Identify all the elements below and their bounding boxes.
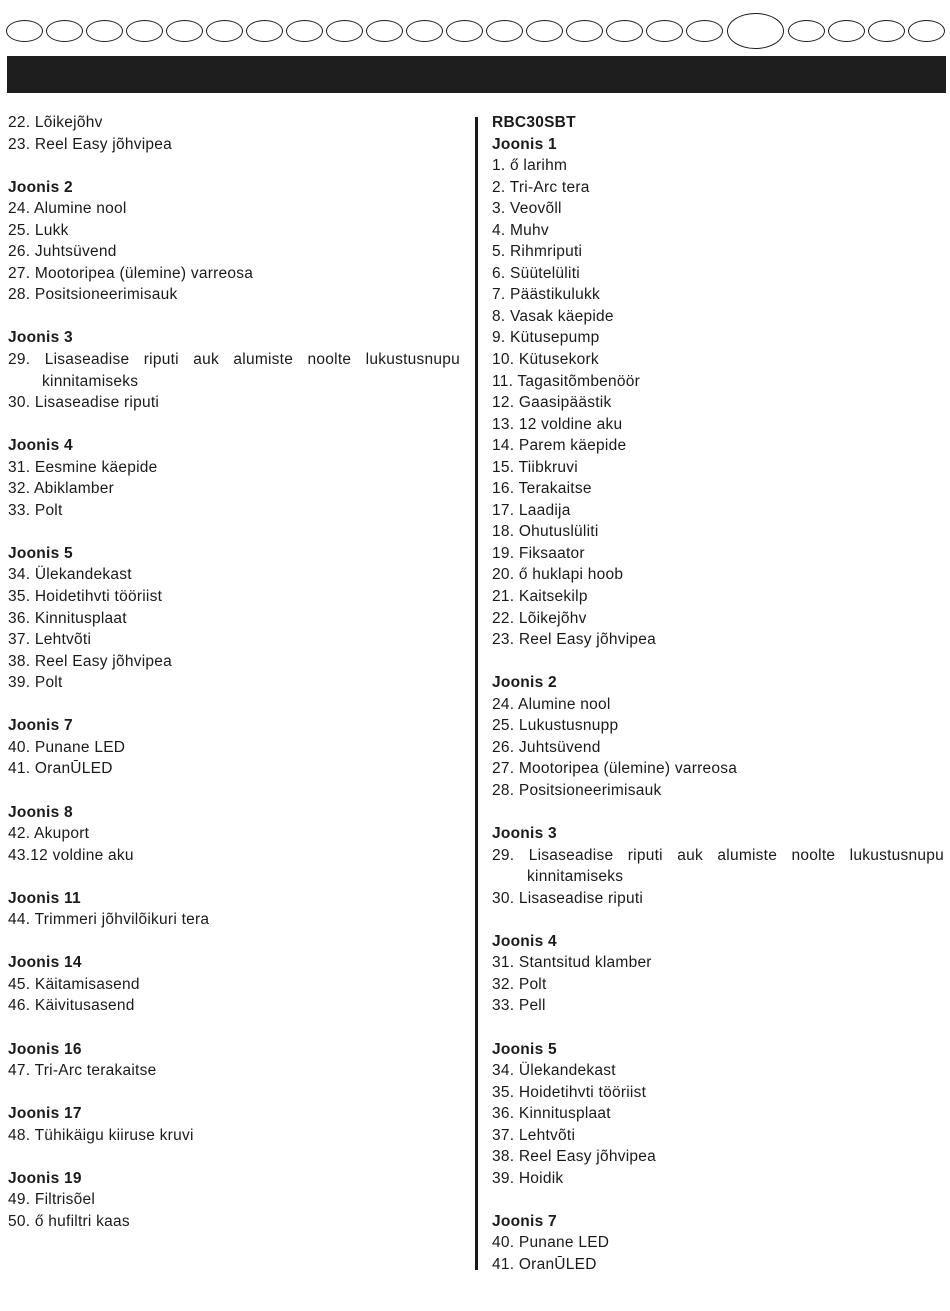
language-tab-oval [446,20,483,42]
section-heading: Joonis 2 [8,178,73,196]
part-item: 22. Lõikejõhv [492,609,587,627]
language-tab-oval [526,20,563,42]
part-item: 36. Kinnitusplaat [492,1105,611,1123]
part-item: 42. Akuport [8,825,90,843]
parts-section [8,543,460,694]
part-item: 30. Lisaseadise riputi [492,889,644,907]
part-item: 41. OranŪLED [8,760,113,778]
part-item: 35. Hoidetihvti tööriist [492,1083,647,1101]
part-item: 35. Hoidetihvti tööriist [8,588,163,606]
parts-section [492,823,944,909]
parts-section [8,1103,460,1146]
language-tab-oval [686,20,723,42]
part-item: 29. Lisaseadise riputi auk alumiste noolte lukustusnupu kinnitamiseks [492,846,944,886]
part-item: 6. Süütelüliti [492,264,580,282]
part-item: 34. Ülekandekast [492,1062,616,1080]
part-item: 38. Reel Easy jõhvipea [8,652,173,670]
section-heading: Joonis 11 [8,889,81,907]
part-item: 31. Eesmine käepide [8,458,158,476]
part-item: 20. ő huklapi hoob [492,566,624,584]
parts-section [492,931,944,1017]
part-item: 15. Tiibkruvi [492,458,578,476]
right-column [492,112,944,1297]
parts-section [8,952,460,1017]
part-item: 24. Alumine nool [8,200,127,218]
parts-section [8,715,460,780]
part-item: 16. Terakaitse [492,480,592,498]
parts-section [8,327,460,413]
section-heading: Joonis 17 [8,1105,82,1123]
language-tab-oval [828,20,865,42]
part-item: 37. Lehtvõti [8,631,92,649]
section-heading: Joonis 8 [8,803,73,821]
section-heading: Joonis 19 [8,1169,82,1187]
part-item: 8. Vasak käepide [492,307,614,325]
part-item: 41. OranŪLED [492,1255,597,1273]
language-tab-oval [6,20,43,42]
part-item: 32. Polt [492,975,547,993]
section-heading: Joonis 3 [492,825,557,843]
parts-section [8,1039,460,1082]
left-column [8,112,460,1254]
parts-section [8,112,460,155]
language-tab-oval [406,20,443,42]
part-item: 32. Abiklamber [8,480,115,498]
language-tab-oval [246,20,283,42]
section-heading: Joonis 1 [492,135,557,153]
parts-section [8,435,460,521]
section-heading: Joonis 5 [492,1040,557,1058]
part-item: 34. Ülekandekast [8,566,132,584]
part-item: 10. Kütusekork [492,351,599,369]
part-item: 36. Kinnitusplaat [8,609,127,627]
part-item: 25. Lukustusnupp [492,717,619,735]
section-heading: Joonis 3 [8,329,73,347]
parts-section [492,1039,944,1190]
part-item: 21. Kaitsekilp [492,588,588,606]
part-item: 28. Positsioneerimisauk [492,781,662,799]
part-item: 4. Muhv [492,221,549,239]
part-item: 1. ő larihm [492,157,568,175]
part-item: 30. Lisaseadise riputi [8,394,160,412]
part-item: 37. Lehtvõti [492,1126,576,1144]
language-tab-oval [206,20,243,42]
language-tab-oval [46,20,83,42]
language-tab-oval [606,20,643,42]
part-item: 7. Päästikulukk [492,286,600,304]
model-heading: RBC30SBT [492,114,576,131]
part-item: 39. Hoidik [492,1169,564,1187]
part-item: 13. 12 voldine aku [492,415,623,433]
language-tab-oval [646,20,683,42]
section-heading: Joonis 4 [492,932,557,950]
part-item: 49. Filtrisõel [8,1191,96,1209]
language-tab-oval [566,20,603,42]
language-tab-oval [126,20,163,42]
parts-section [492,1211,944,1276]
parts-section [8,802,460,867]
section-heading: Joonis 4 [8,437,73,455]
part-item: 29. Lisaseadise riputi auk alumiste noolte lukustusnupu kinnitamiseks [8,351,460,390]
part-item: 26. Juhtsüvend [8,243,117,261]
part-item: 18. Ohutuslüliti [492,523,599,541]
language-tab-oval [286,20,323,42]
section-heading: Joonis 7 [492,1212,557,1230]
part-item: 31. Stantsitud klamber [492,954,652,972]
part-item: 40. Punane LED [8,738,126,756]
part-item: 3. Veovõll [492,200,562,218]
part-item: 22. Lõikejõhv [8,114,103,131]
part-item: 33. Pell [492,997,546,1015]
language-tab-oval [486,20,523,42]
section-heading: Joonis 7 [8,717,73,735]
part-item: 33. Polt [8,501,63,519]
language-tab-oval [86,20,123,42]
language-tab-oval-active [727,13,784,49]
part-item: 44. Trimmeri jõhvilõikuri tera [8,911,210,929]
language-tab-oval [166,20,203,42]
part-item: 17. Laadija [492,501,571,519]
part-item: 23. Reel Easy jõhvipea [8,135,173,153]
part-item: 47. Tri-Arc terakaitse [8,1062,157,1080]
parts-section [492,112,944,651]
part-item: 40. Punane LED [492,1234,610,1252]
column-divider [475,117,478,1270]
section-heading: Joonis 16 [8,1040,82,1058]
part-item: 27. Mootoripea (ülemine) varreosa [492,760,738,778]
section-heading: Joonis 2 [492,674,557,692]
part-item: 25. Lukk [8,221,69,239]
part-item: 19. Fiksaator [492,544,585,562]
language-tab-oval [326,20,363,42]
language-tab-oval [788,20,825,42]
parts-section [8,177,460,306]
part-item: 39. Polt [8,674,63,692]
language-tab-oval [366,20,403,42]
part-item: 38. Reel Easy jõhvipea [492,1148,657,1166]
part-item: 24. Alumine nool [492,695,611,713]
part-item: 12. Gaasipäästik [492,394,612,412]
part-item: 26. Juhtsüvend [492,738,601,756]
part-item: 2. Tri-Arc tera [492,178,590,196]
part-item: 9. Kütusepump [492,329,600,347]
part-item: 50. ő hufiltri kaas [8,1212,130,1230]
language-tab-oval [908,20,945,42]
part-item: 5. Rihmriputi [492,243,583,261]
section-heading: Joonis 14 [8,954,82,972]
part-item: 45. Käitamisasend [8,975,140,993]
part-item: 23. Reel Easy jõhvipea [492,631,657,649]
parts-section [8,888,460,931]
part-item: 46. Käivitusasend [8,997,135,1015]
language-tab-oval [868,20,905,42]
header-bar [7,56,946,93]
part-item: 11. Tagasitõmbenöör [492,372,641,390]
part-item: 27. Mootoripea (ülemine) varreosa [8,264,254,282]
parts-section [8,1168,460,1233]
section-heading: Joonis 5 [8,544,73,562]
parts-section [492,672,944,801]
part-item: 14. Parem käepide [492,437,627,455]
language-tab-strip [6,13,946,49]
part-item: 43.12 voldine aku [8,846,134,864]
part-item: 48. Tühikäigu kiiruse kruvi [8,1126,194,1144]
part-item: 28. Positsioneerimisauk [8,286,178,304]
